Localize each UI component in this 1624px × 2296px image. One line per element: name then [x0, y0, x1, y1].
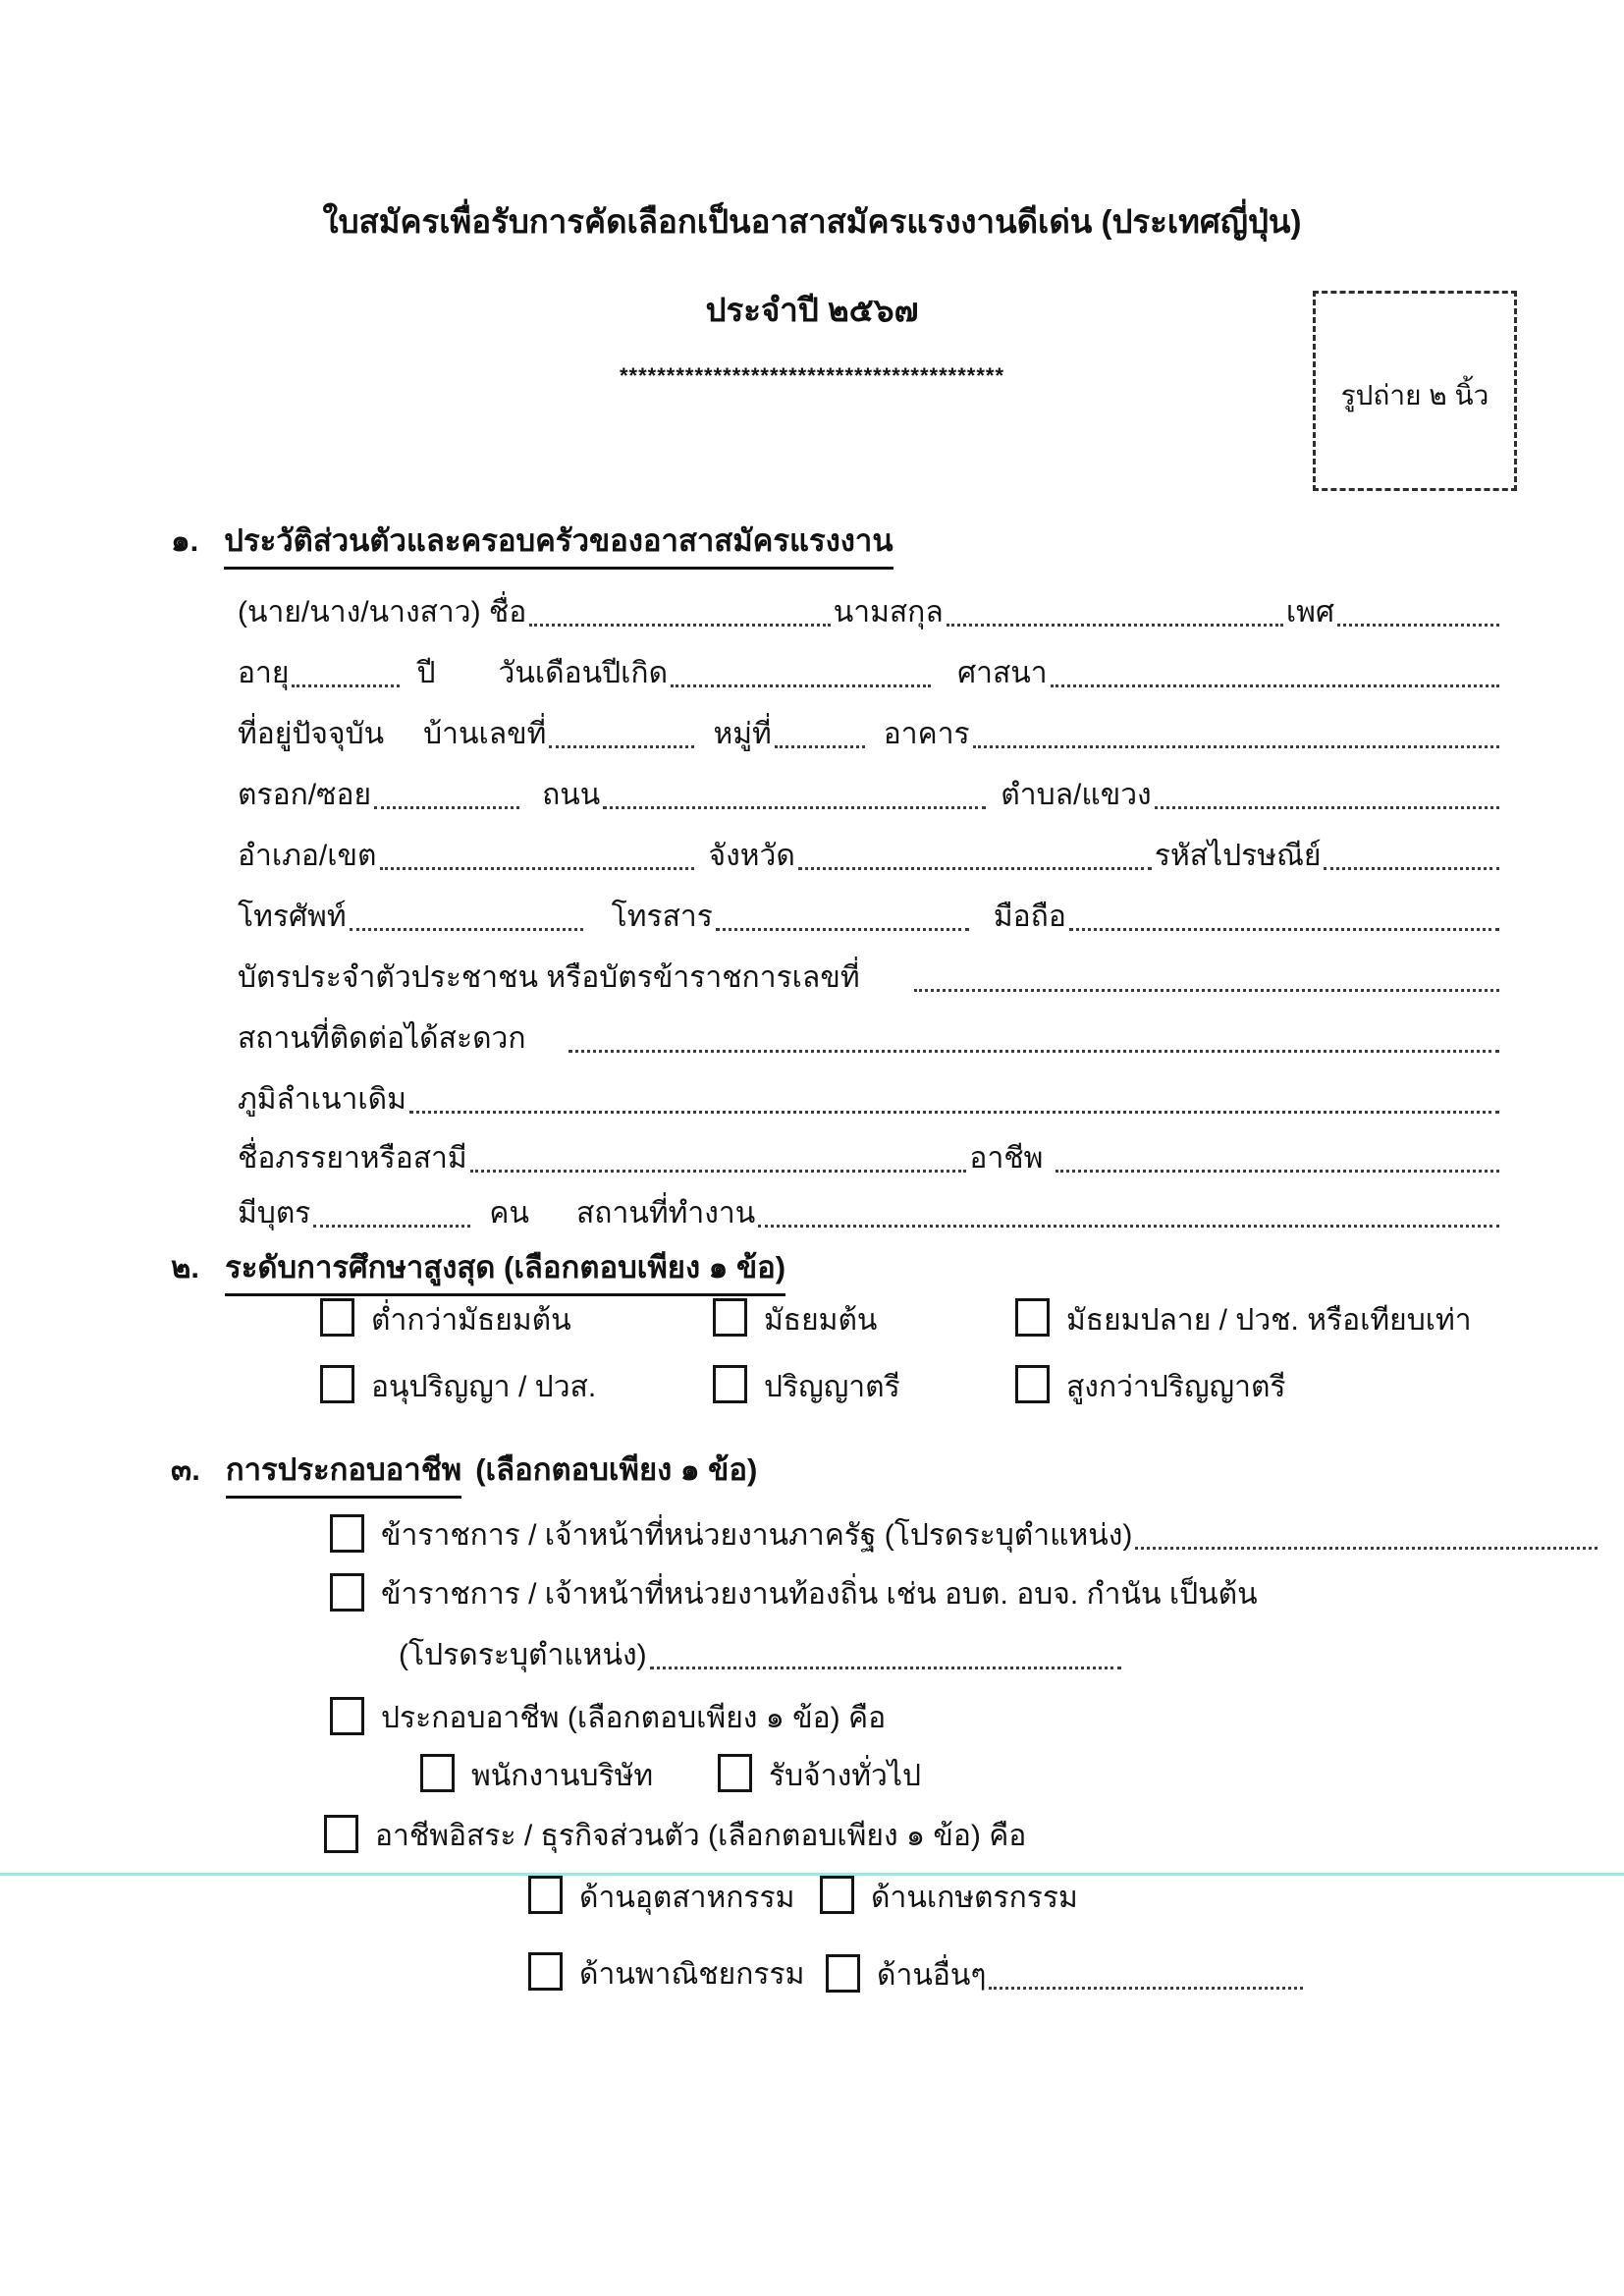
- label-sex: เพศ: [1285, 596, 1334, 629]
- employed-option-company-employee: [420, 1754, 653, 1799]
- cyan-scan-artifact-line: [0, 1873, 1624, 1876]
- education-option-lower-secondary: [713, 1298, 877, 1343]
- label-subdistrict: ตำบล/แขวง: [1001, 779, 1152, 811]
- form-line-spouse: [238, 1135, 1502, 1182]
- spouse-occupation-field-line[interactable]: [1056, 1170, 1499, 1173]
- label-bachelor-degree: ปริญญาตรี: [764, 1371, 900, 1403]
- label-religion: ศาสนา: [957, 657, 1048, 689]
- label-employed: ประกอบอาชีพ (เลือกตอบเพียง ๑ ข้อ) คือ: [381, 1702, 887, 1734]
- employed-option-general-contractor: [718, 1754, 921, 1799]
- form-line-district-province: [238, 833, 1502, 880]
- label-persons-unit: คน: [489, 1197, 529, 1230]
- subdistrict-field-line[interactable]: [1155, 806, 1499, 809]
- checkbox-company-employee[interactable]: [420, 1754, 455, 1792]
- label-diploma-high-vocational: อนุปริญญา / ปวส.: [371, 1371, 597, 1403]
- other-business-field-line[interactable]: [989, 1987, 1303, 1990]
- label-postal-code: รหัสไปรษณีย์: [1154, 840, 1322, 872]
- education-option-upper-secondary: [1015, 1298, 1472, 1343]
- label-district: อำเภอ/เขต: [238, 840, 377, 872]
- form-line-age-birthdate: [238, 650, 1502, 697]
- postal-code-field-line[interactable]: [1324, 867, 1499, 870]
- label-current-address: ที่อยู่ปัจจุบัน: [238, 718, 385, 750]
- education-option-diploma: [320, 1365, 596, 1410]
- form-year-subtitle: ประจำปี ๒๕๖๗: [705, 292, 919, 328]
- label-children-count: มีบุตร: [238, 1197, 311, 1230]
- label-industry: ด้านอุตสาหกรรม: [579, 1882, 795, 1914]
- telephone-field-line[interactable]: [350, 928, 583, 931]
- village-number-field-line[interactable]: [775, 745, 865, 748]
- section-2-title: ระดับการศึกษาสูงสุด (เลือกตอบเพียง ๑ ข้อ): [225, 1245, 785, 1296]
- label-upper-secondary-vocational: มัธยมปลาย / ปวช. หรือเทียบเท่า: [1066, 1304, 1472, 1337]
- checkbox-agriculture[interactable]: [820, 1876, 854, 1914]
- hometown-field-line[interactable]: [409, 1111, 1499, 1114]
- checkbox-local-government-officer[interactable]: [330, 1573, 364, 1612]
- section-1-heading: [171, 519, 893, 570]
- occupation-option-employed: [330, 1695, 886, 1742]
- government-position-field-line[interactable]: [1135, 1547, 1597, 1550]
- mobile-field-line[interactable]: [1069, 928, 1499, 931]
- form-title: ใบสมัครเพื่อรับการคัดเลือกเป็นอาสาสมัครแรงงานดีเด่น (ประเทศญี่ปุ่น): [322, 203, 1302, 240]
- section-2-heading: [171, 1245, 785, 1296]
- form-line-current-address: [238, 711, 1502, 758]
- checkbox-bachelor-degree[interactable]: [713, 1365, 747, 1403]
- business-option-commerce: [528, 1952, 804, 1997]
- birthdate-field-line[interactable]: [671, 684, 931, 687]
- checkbox-government-officer[interactable]: [330, 1514, 364, 1553]
- label-spouse-occupation: อาชีพ: [969, 1142, 1044, 1175]
- sex-field-line[interactable]: [1337, 624, 1499, 627]
- business-option-agriculture: [820, 1876, 1078, 1921]
- checkbox-upper-secondary-vocational[interactable]: [1015, 1298, 1050, 1337]
- label-general-contractor: รับจ้างทั่วไป: [769, 1760, 921, 1792]
- label-name-title-prefix: (นาย/นาง/นางสาว) ชื่อ: [238, 596, 527, 629]
- checkbox-commerce[interactable]: [528, 1952, 563, 1991]
- checkbox-freelance-business[interactable]: [324, 1815, 358, 1853]
- label-lane: ตรอก/ซอย: [238, 779, 372, 811]
- workplace-field-line[interactable]: [758, 1225, 1499, 1228]
- form-line-children-workplace: [238, 1190, 1502, 1237]
- form-line-phone: [238, 894, 1502, 941]
- photo-box-caption: รูปถ่าย ๒ นิ้ว: [1340, 380, 1489, 410]
- section-3-title-suffix: (เลือกตอบเพียง ๑ ข้อ): [475, 1452, 758, 1487]
- lane-field-line[interactable]: [374, 806, 519, 809]
- spouse-name-field-line[interactable]: [470, 1170, 967, 1173]
- label-contact-place: สถานที่ติดต่อได้สะดวก: [238, 1022, 526, 1055]
- business-option-industry: [528, 1876, 794, 1921]
- label-birthdate: วันเดือนปีเกิด: [498, 657, 669, 689]
- asterisk-separator: *****************************************: [619, 363, 1005, 388]
- section-2-number: ๒.: [171, 1250, 200, 1285]
- label-government-officer: ข้าราชการ / เจ้าหน้าที่หน่วยงานภาครัฐ (โปรดระบุตำแหน่ง): [381, 1519, 1133, 1552]
- checkbox-other-business[interactable]: [826, 1954, 860, 1993]
- label-years-unit: ปี: [416, 657, 436, 689]
- checkbox-below-lower-secondary[interactable]: [320, 1298, 354, 1337]
- religion-field-line[interactable]: [1051, 684, 1499, 687]
- label-telephone: โทรศัพท์: [238, 901, 347, 933]
- business-option-other: [826, 1952, 1306, 1999]
- section-3-number: ๓.: [171, 1452, 200, 1487]
- form-line-id-card: [238, 955, 1502, 1002]
- label-spouse-name: ชื่อภรรยาหรือสามี: [238, 1142, 467, 1175]
- checkbox-employed[interactable]: [330, 1697, 364, 1735]
- label-workplace: สถานที่ทำงาน: [576, 1197, 756, 1230]
- occupation-option-freelance-business: [324, 1813, 1026, 1860]
- checkbox-general-contractor[interactable]: [718, 1754, 752, 1792]
- form-line-contact-place: [238, 1015, 1502, 1063]
- label-agriculture: ด้านเกษตรกรรม: [871, 1882, 1078, 1914]
- name-field-line[interactable]: [529, 624, 830, 627]
- occupation-option-government-officer: [330, 1512, 1600, 1559]
- label-fax: โทรสาร: [611, 901, 713, 933]
- label-village-number: หมู่ที่: [713, 718, 772, 750]
- contact-place-field-line[interactable]: [568, 1050, 1499, 1053]
- label-province: จังหวัด: [708, 840, 795, 872]
- house-number-field-line[interactable]: [549, 745, 694, 748]
- label-company-employee: พนักงานบริษัท: [471, 1760, 654, 1792]
- surname-field-line[interactable]: [947, 624, 1283, 627]
- label-commerce: ด้านพาณิชยกรรม: [579, 1958, 805, 1991]
- label-age: อายุ: [238, 657, 290, 689]
- label-id-card-number: บัตรประจำตัวประชาชน หรือบัตรข้าราชการเลขที่: [238, 961, 860, 994]
- occupation-option-local-government-officer: [330, 1571, 1258, 1618]
- building-field-line[interactable]: [973, 745, 1499, 748]
- label-other-business: ด้านอื่นๆ: [877, 1959, 987, 1992]
- local-position-field-line[interactable]: [650, 1667, 1121, 1669]
- label-specify-position: (โปรดระบุตำแหน่ง): [399, 1639, 647, 1671]
- label-below-lower-secondary: ต่ำกว่ามัธยมต้น: [371, 1304, 571, 1337]
- fax-field-line[interactable]: [716, 928, 969, 931]
- age-field-line[interactable]: [292, 684, 400, 687]
- section-1-number: ๑.: [171, 523, 199, 558]
- section-1-title: ประวัติส่วนตัวและครอบครัวของอาสาสมัครแรงงาน: [224, 519, 893, 570]
- label-freelance-business: อาชีพอิสระ / ธุรกิจส่วนตัว (เลือกตอบเพียง ๑ ข้อ) คือ: [375, 1820, 1027, 1852]
- district-field-line[interactable]: [380, 867, 694, 870]
- province-field-line[interactable]: [798, 867, 1152, 870]
- local-government-position-line: [399, 1632, 1124, 1679]
- label-house-number: บ้านเลขที่: [423, 718, 547, 750]
- label-local-government-officer: ข้าราชการ / เจ้าหน้าที่หน่วยงานท้องถิ่น เช่น อบต. อบจ. กำนัน เป็นต้น: [381, 1578, 1258, 1611]
- checkbox-diploma-high-vocational[interactable]: [320, 1365, 354, 1403]
- label-surname: นามสกุล: [833, 596, 944, 629]
- id-card-field-line[interactable]: [914, 989, 1499, 992]
- education-option-bachelor: [713, 1365, 900, 1410]
- children-count-field-line[interactable]: [313, 1225, 470, 1228]
- form-line-hometown: [238, 1076, 1502, 1123]
- label-mobile: มือถือ: [993, 901, 1066, 933]
- photo-attachment-box[interactable]: [1313, 291, 1517, 491]
- form-line-lane-road: [238, 772, 1502, 819]
- label-above-bachelor-degree: สูงกว่าปริญญาตรี: [1066, 1371, 1286, 1403]
- checkbox-industry[interactable]: [528, 1876, 563, 1914]
- section-3-title: การประกอบอาชีพ: [226, 1448, 461, 1499]
- label-hometown: ภูมิลำเนาเดิม: [238, 1083, 406, 1116]
- label-building: อาคาร: [883, 718, 970, 750]
- checkbox-lower-secondary[interactable]: [713, 1298, 747, 1337]
- education-option-above-bachelor: [1015, 1365, 1286, 1410]
- form-line-name: [238, 589, 1502, 636]
- checkbox-above-bachelor-degree[interactable]: [1015, 1365, 1050, 1403]
- education-option-below-lower-secondary: [320, 1298, 571, 1343]
- label-road: ถนน: [542, 779, 601, 811]
- label-lower-secondary: มัธยมต้น: [764, 1304, 878, 1337]
- road-field-line[interactable]: [603, 806, 986, 809]
- section-3-heading: [171, 1448, 757, 1499]
